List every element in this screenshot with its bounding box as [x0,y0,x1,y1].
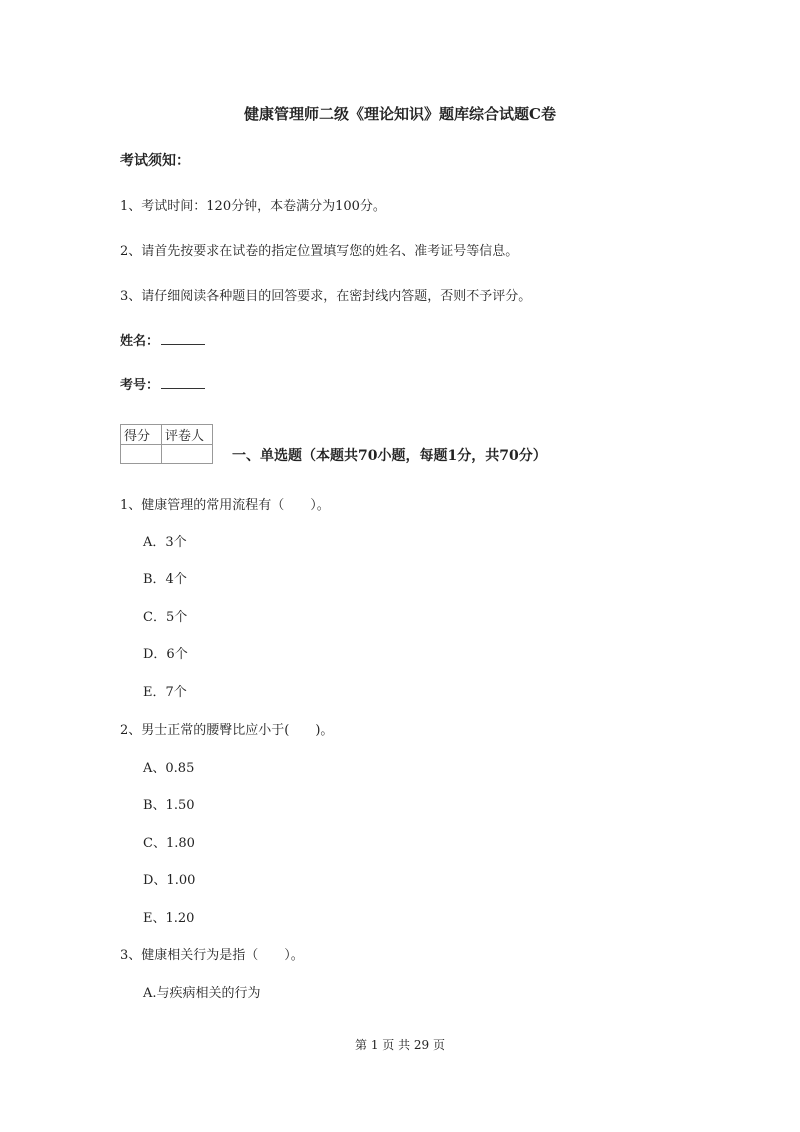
id-field [120,374,205,393]
score-cell [121,445,162,464]
grader-header: 评卷人 [162,425,213,445]
score-header: 得分 [121,425,162,445]
notice-item: 1、考试时间：120分钟，本卷满分为100分。 [120,199,386,214]
section-heading: 一、单选题（本题共70小题，每题1分，共70分） [232,448,547,464]
notice-item: 2、请首先按要求在试卷的指定位置填写您的姓名、准考证号等信息。 [120,244,519,259]
name-label: 姓名： [120,334,160,349]
question-option: B．4个 [143,572,187,587]
question-option: D、1.00 [143,873,196,888]
notice-item: 3、请仔细阅读各种题目的回答要求，在密封线内答题，否则不予评分。 [120,289,532,304]
page-title: 健康管理师二级《理论知识》题库综合试题C卷 [244,105,556,123]
grader-cell [162,445,213,464]
id-label: 考号： [120,378,160,393]
question-option: C．5个 [143,610,188,625]
question-option: E．7个 [143,685,187,700]
question-option: E、1.20 [143,911,195,926]
question-option: C、1.80 [143,836,195,851]
id-blank[interactable] [161,376,205,389]
notice-heading: 考试须知： [120,153,190,169]
name-field [120,330,205,349]
name-blank[interactable] [161,332,205,345]
question-option: A、0.85 [143,761,195,776]
score-table [120,424,213,464]
question-option: B、1.50 [143,798,195,813]
question-stem: 3、健康相关行为是指（ ）。 [120,948,304,963]
question-stem: 1、健康管理的常用流程有（ ）。 [120,498,330,513]
question-option: D．6个 [143,647,188,662]
page-footer: 第 1 页 共 29 页 [355,1038,445,1052]
question-option: A．3个 [143,535,187,550]
question-stem: 2、男士正常的腰臀比应小于( )。 [120,723,334,738]
question-option: A.与疾病相关的行为 [143,986,261,1001]
